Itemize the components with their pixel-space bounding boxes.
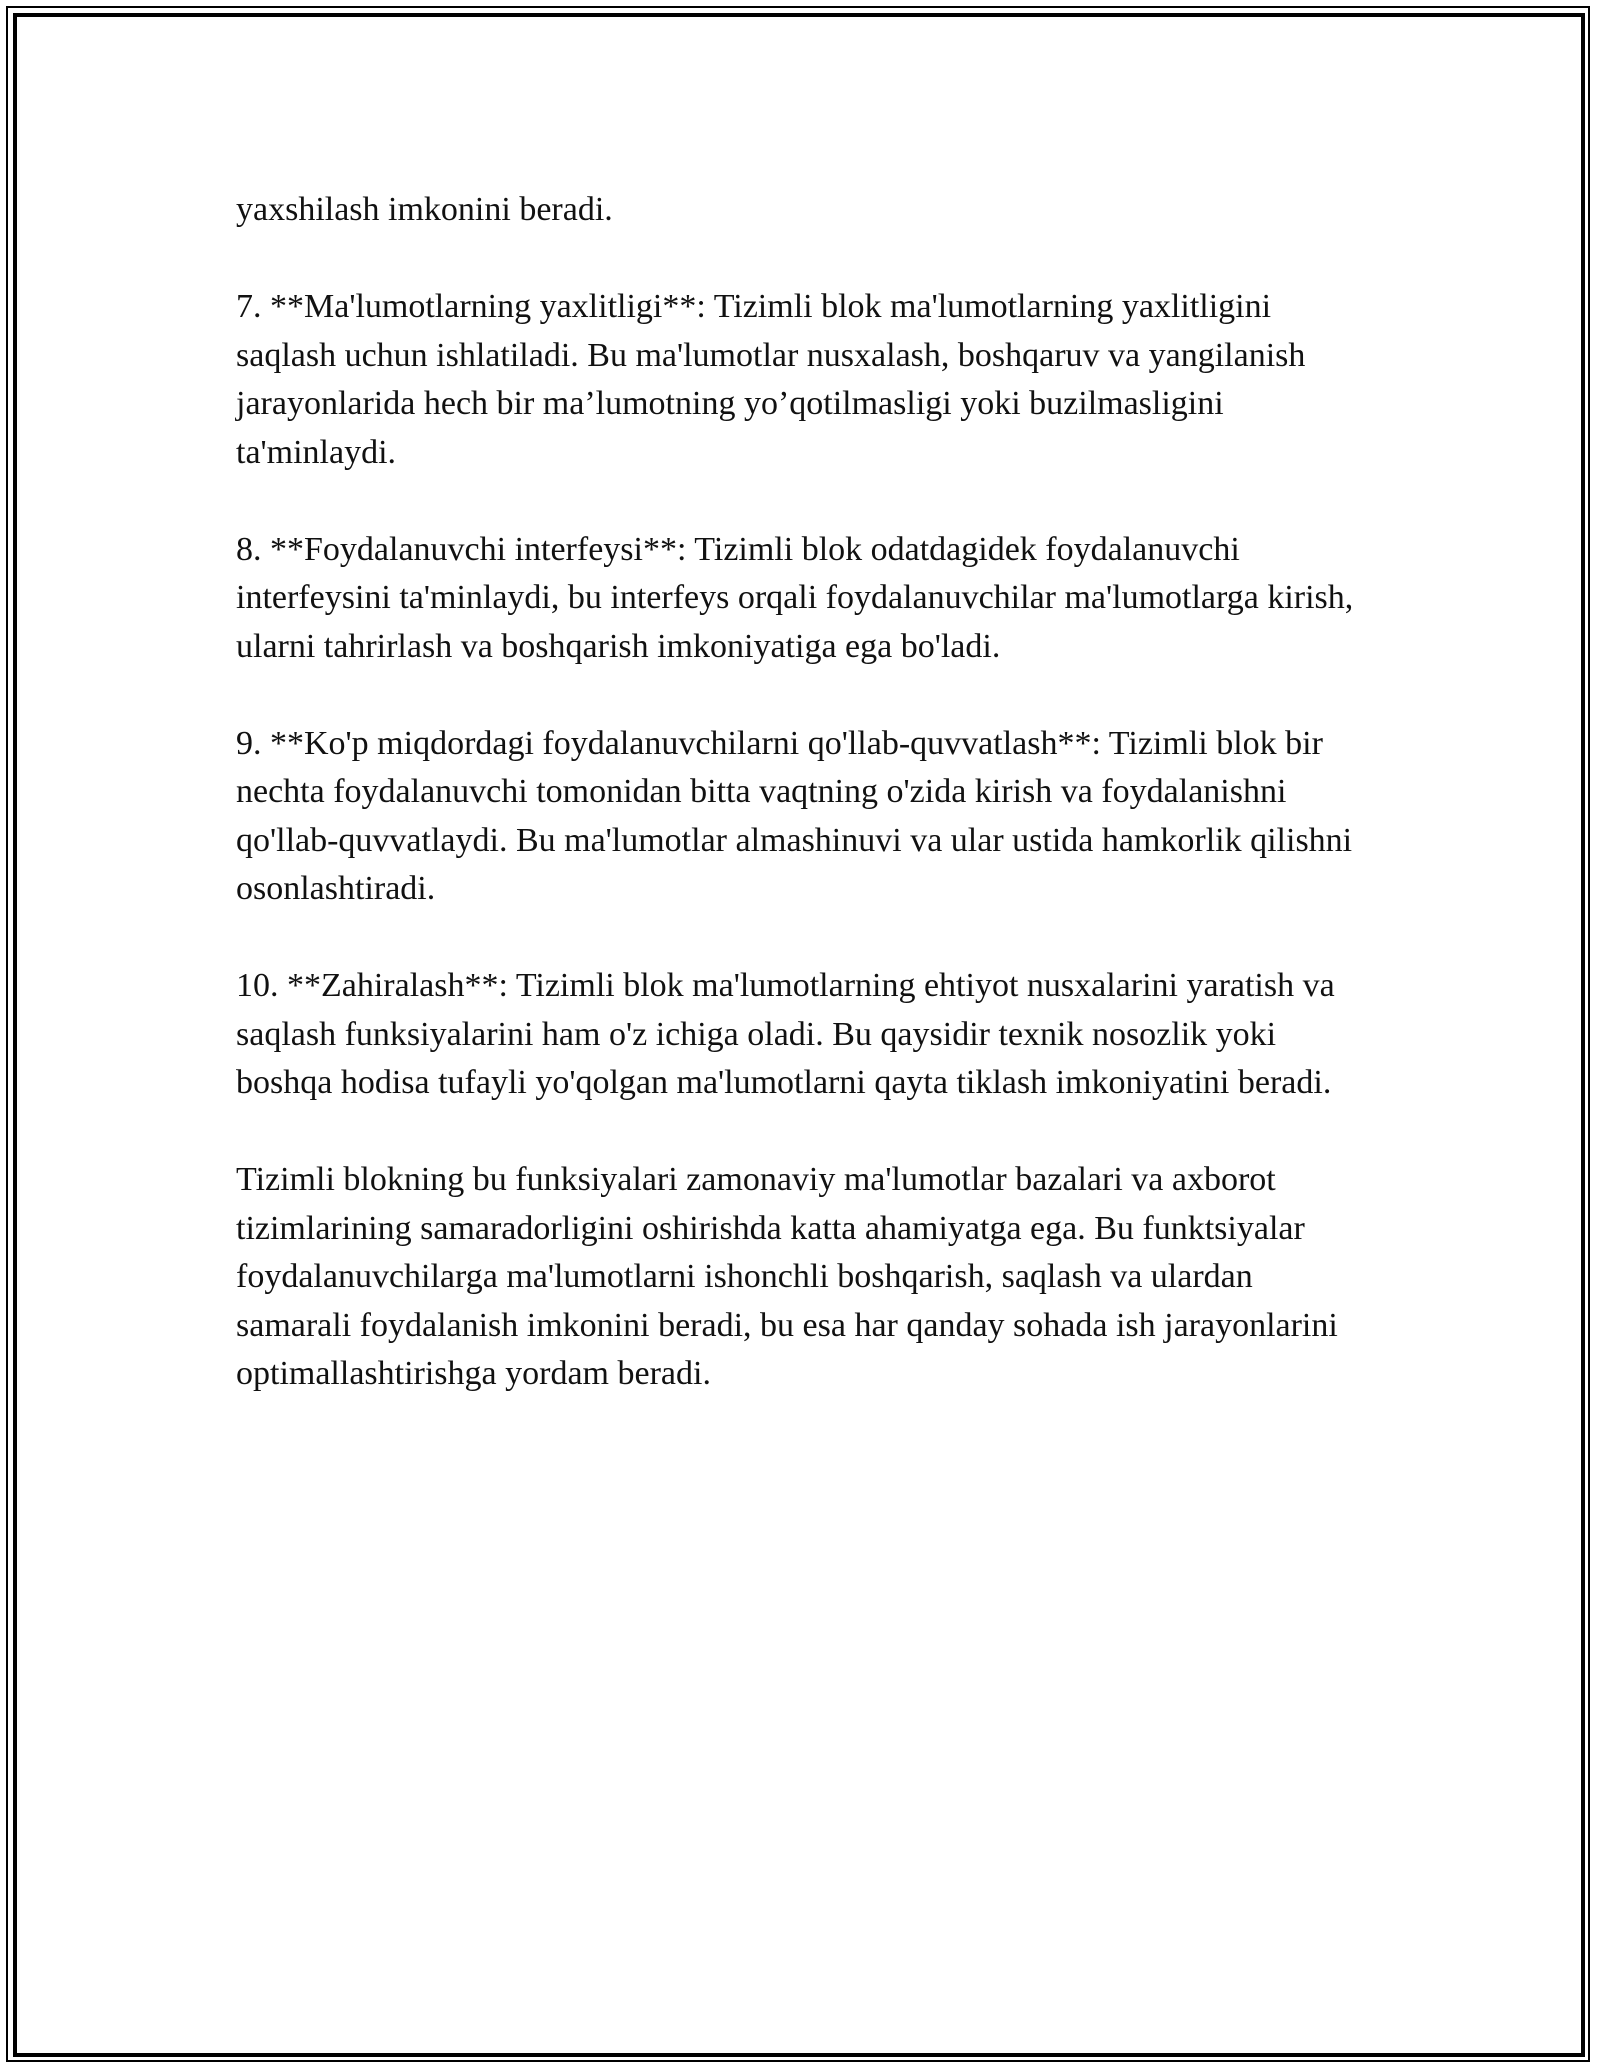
paragraph-conclusion: Tizimli blokning bu funksiyalari zamonaviy ma'lumotlar bazalari va axborot tizimlarining samaradorligini oshirishda katta ahamiyatga ega. Bu funktsiyalar foydalanuvchilarga ma'lumotlarni ishonchli boshqarish, saqlash va ulardan samarali foydalanish imkonini beradi, bu esa har qanday sohada ish jarayonlarini optimallashtirishga yordam beradi.	[236, 1161, 1338, 1392]
document-body	[236, 186, 1376, 1447]
paragraph-item-8: 8. **Foydalanuvchi interfeysi**: Tizimli blok odatdagidek foydalanuvchi interfeysini ta'minlaydi, bu interfeys orqali foydalanuvchilar ma'lumotlarga kirish, ularni tahrirlash va boshqarish imkoniyatiga ega bo'ladi.	[236, 530, 1354, 665]
paragraph-item-7: 7. **Ma'lumotlarning yaxlitligi**: Tizimli blok ma'lumotlarning yaxlitligini saqlash uchun ishlatiladi. Bu ma'lumotlar nusxalash, boshqaruv va yangilanish jarayonlarida hech bir ma’lumotning yo’qotilmasligi yoki buzilmasligini ta'minlaydi.	[236, 288, 1306, 471]
paragraph-continuation: yaxshilash imkonini beradi.	[236, 191, 613, 228]
paragraph-item-9: 9. **Ko'p miqdordagi foydalanuvchilarni qo'llab-quvvatlash**: Tizimli blok bir nechta foydalanuvchi tomonidan bitta vaqtning o'zida kirish va foydalanishni qo'llab-quvvatlaydi. Bu ma'lumotlar almashinuvi va ular ustida hamkorlik qilishni osonlashtiradi.	[236, 724, 1353, 907]
paragraph-item-10: 10. **Zahiralash**: Tizimli blok ma'lumotlarning ehtiyot nusxalarini yaratish va saqlash funksiyalarini ham o'z ichiga oladi. Bu qaysidir texnik nosozlik yoki boshqa hodisa tufayli yo'qolgan ma'lumotlarni qayta tiklash imkoniyatini beradi.	[236, 967, 1335, 1101]
